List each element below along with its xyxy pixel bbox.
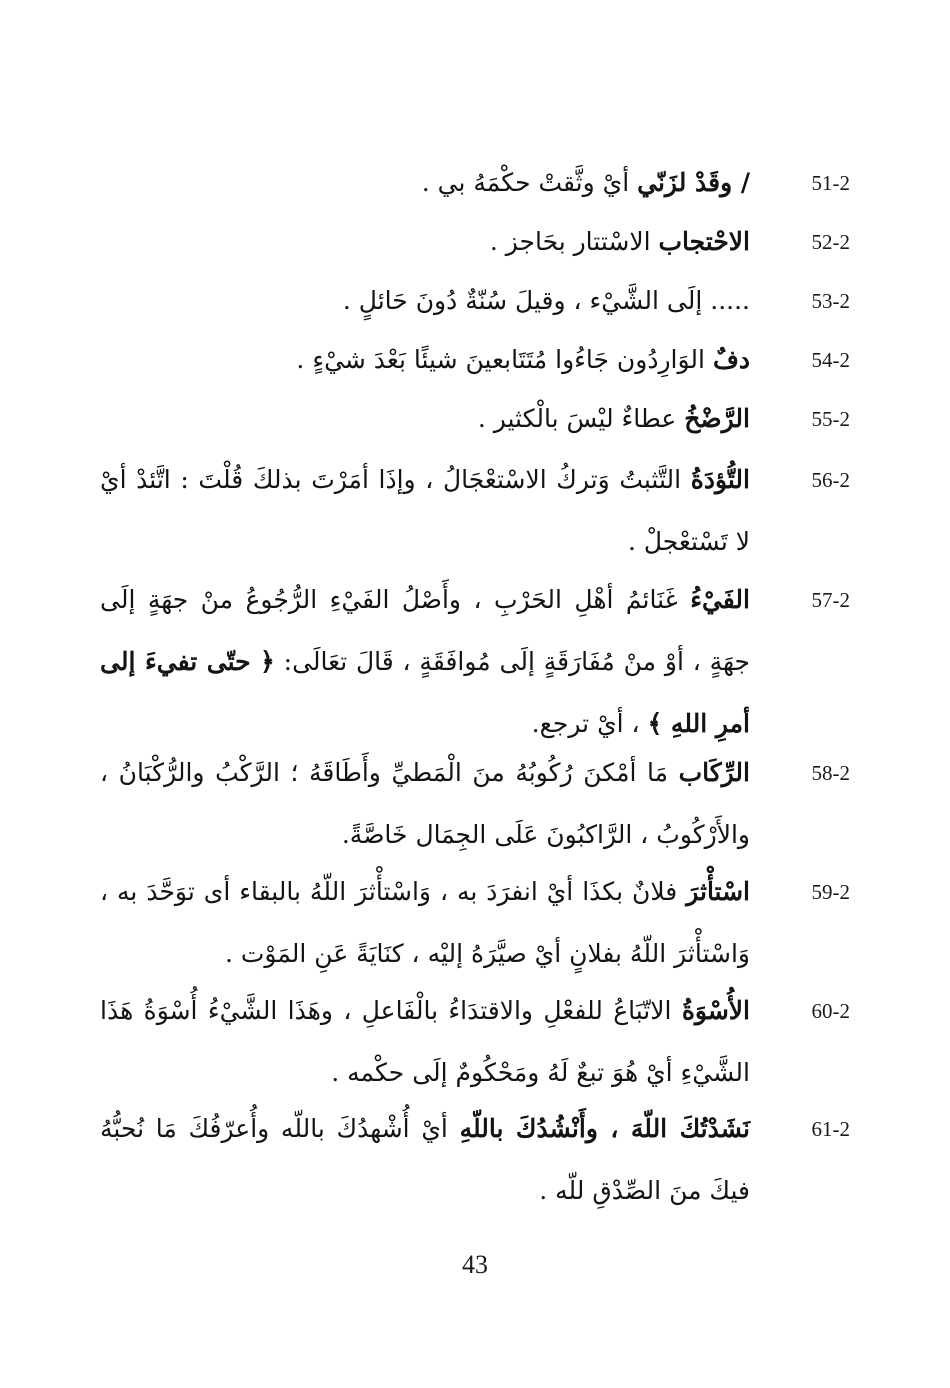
- entry-definition: أيْ أُشْهدُكَ باللّه وأُعرّفُكَ مَا نُحبُّهُ فيكَ منَ الصِّدْقِ للّه .: [100, 1114, 750, 1205]
- entry-definition: مَا أمْكنَ رُكُوبُهُ منَ الْمَطيِّ وأَطَاقَهُ ؛ الرَّكْبُ والرُّكْبَانُ ، والأَرْكُوبُ ، الرَّاكبُونَ عَلَى الجِمَال خَاصَّةً.: [100, 758, 750, 849]
- entry-body: [100, 449, 750, 573]
- entry-definition-continued: ، أيْ ترجع.: [531, 709, 648, 738]
- entry-headword: التُّؤدَةُ: [690, 465, 750, 494]
- entry-body: [100, 861, 750, 985]
- entry-definition: الوَارِدُون جَاءُوا مُتَتَابعينَ شيئًا بَعْدَ شيْءٍ .: [296, 345, 713, 374]
- entry-headword: الاحْتجاب: [658, 227, 750, 256]
- entry-headword: الرَّضْخُ: [684, 404, 750, 433]
- entry-number: 51-2: [811, 171, 850, 195]
- entry-number: 56-2: [811, 468, 850, 492]
- entry-number: 53-2: [811, 289, 850, 313]
- entry-body: [100, 569, 750, 755]
- entry-definition: غَنَائمُ أهْلِ الحَرْبِ ، وأَصْلُ الفَيْءِ الرُّجُوعُ منْ جهَةٍ إلَى جهَةٍ ، أوْ منْ مُفَارَقَةٍ إلَى مُوافَقَةٍ ، قَالَ تعَالَى:: [100, 585, 750, 676]
- entry-number: 59-2: [811, 880, 850, 904]
- entry-body: [100, 211, 750, 273]
- entry-definition: فلانٌ بكذَا أيْ انفرَدَ به ، وَاسْتأْثرَ اللّهُ بالبقاء أى توَحَّدَ به ، وَاسْتأْثرَ اللّهُ بفلانٍ أيْ صيَّرَهُ إليْه ، كنَايَةً عَنِ المَوْت .: [100, 877, 750, 968]
- entry-number: 55-2: [811, 407, 850, 431]
- entry-headword: اسْتأْثرَ: [686, 877, 750, 906]
- entry-definition: أيْ وثَّقتْ حكْمَهُ بي .: [421, 168, 638, 197]
- entry-definition: الاسْتتار بحَاجز .: [489, 227, 659, 256]
- entry-headword: نَشَدْتُكَ اللّهَ ، وأَنْشُدُكَ باللّهِ: [459, 1114, 751, 1143]
- entry-body: [100, 980, 750, 1104]
- entry-body: [100, 152, 750, 214]
- entry-definition: التَّثبتُ وَتركُ الاسْتعْجَالُ ، وإذَا أمَرْتَ بذلكَ قُلْتَ : اتَّئدْ أيْ لا تَسْتعْجلْ .: [100, 465, 750, 556]
- entry-number: 60-2: [811, 999, 850, 1023]
- entry-body: [100, 742, 750, 866]
- entry-body: [100, 329, 750, 391]
- entry-number: 54-2: [811, 348, 850, 372]
- page-number: 43: [462, 1250, 488, 1279]
- entry-body: [100, 388, 750, 450]
- entry-number: 57-2: [811, 588, 850, 612]
- entry-definition: عطاءٌ ليْسَ بالْكثير .: [477, 404, 685, 433]
- entry-headword: الرِّكَاب: [678, 758, 750, 787]
- entry-number: 61-2: [811, 1117, 850, 1141]
- entry-definition: الاتّبَاعُ للفعْلِ والاقتدَاءُ بالْفَاعلِ ، وهَذَا الشَّيْءُ أُسْوَةُ هَذَا الشَّيْءِ أيْ هُوَ تبعٌ لَهُ ومَحْكُومٌ إلَى حكْمه .: [100, 996, 750, 1087]
- entry-number: 52-2: [811, 230, 850, 254]
- entry-headword: دفٌ: [712, 345, 750, 374]
- entry-number: 58-2: [811, 761, 850, 785]
- entry-body: [100, 1098, 750, 1222]
- entry-body: [100, 270, 750, 332]
- quran-quote: ﴿ حتّى تفيءَ إلى أمرِ اللهِ ﴾: [100, 647, 750, 738]
- entry-headword: الأُسْوَةُ: [681, 996, 750, 1025]
- entry-headword: الفَيْءُ: [690, 585, 750, 614]
- entry-headword: / وقَدْ لزَنّي: [637, 168, 750, 197]
- entry-definition: ..... إلَى الشَّيْء ، وقيلَ سُنّةٌ دُونَ حَائلٍ .: [342, 286, 750, 315]
